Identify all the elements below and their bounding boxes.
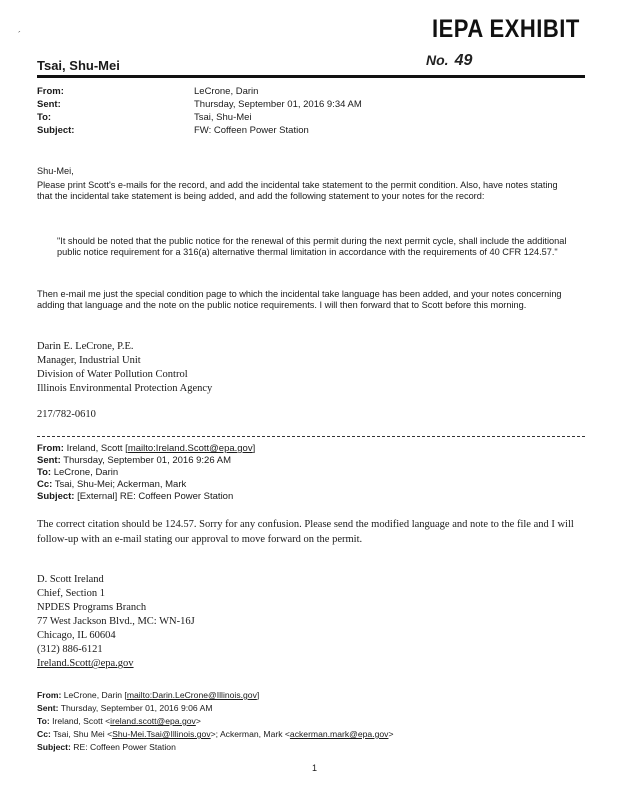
exhibit-number	[426, 52, 472, 70]
forward1-to-value: LeCrone, Darin	[53, 467, 119, 478]
forward2-sent-value: Thursday, September 01, 2016 9:06 AM	[60, 703, 213, 713]
forward2-subject-label: Subject:	[37, 742, 71, 752]
forward2-to	[37, 716, 201, 726]
forward2-subject-value: RE: Coffeen Power Station	[73, 742, 176, 752]
signature2-title: Chief, Section 1	[37, 588, 105, 599]
body-paragraph-2: Then e-mail me just the special condition page to which the incidental take language has been added, and your notes concerning adding that language and the note on the public notice requirements. I will then forward that to Scott before this morning.	[37, 289, 562, 310]
forward1-from-end: ]	[252, 443, 256, 454]
exhibit-number-label: No.	[426, 52, 449, 68]
signature-phone: 217/782-0610	[37, 409, 96, 420]
exhibit-stamp: IEPA EXHIBIT	[432, 14, 580, 43]
forward2-cc-end: >	[388, 729, 394, 739]
forward2-from-name: LeCrone, Darin [	[63, 690, 127, 700]
subject-value: FW: Coffeen Power Station	[194, 125, 309, 136]
forward2-cc	[37, 729, 393, 739]
from-label: From:	[37, 86, 64, 97]
signature-name: Darin E. LeCrone, P.E.	[37, 341, 134, 352]
signature2-name: D. Scott Ireland	[37, 574, 104, 585]
reply-text: The correct citation should be 124.57. Sorry for any confusion. Please send the modified language and note to the file and I will follow-up with an e-mail stating our approval to move forward on the permit.	[37, 519, 574, 545]
exhibit-number-value: 49	[454, 52, 473, 69]
signature-agency: Illinois Environmental Protection Agency	[37, 383, 213, 394]
signature2-email-link[interactable]: Ireland.Scott@epa.gov	[37, 658, 134, 669]
signature2-branch: NPDES Programs Branch	[37, 602, 147, 613]
sent-label: Sent:	[37, 99, 61, 110]
signature2-phone: (312) 886-6121	[37, 644, 103, 655]
forward1-from-label: From:	[37, 443, 64, 454]
forward2-from	[37, 690, 259, 700]
forward2-to-label: To:	[37, 716, 50, 726]
header-rule	[37, 75, 585, 78]
forward2-cc-mid: >; Ackerman, Mark <	[210, 729, 290, 739]
subject-label: Subject:	[37, 125, 75, 136]
mailbox-owner-name: Tsai, Shu-Mei	[37, 58, 120, 73]
forward2-sent-label: Sent:	[37, 703, 59, 713]
forward2-cc-link[interactable]: Shu-Mei.Tsai@Illinois.gov	[112, 729, 211, 739]
sent-value: Thursday, September 01, 2016 9:34 AM	[194, 99, 362, 110]
signature-division: Division of Water Pollution Control	[37, 369, 188, 380]
forward2-subject	[37, 742, 176, 752]
forward2-cc-label: Cc:	[37, 729, 51, 739]
forward1-cc	[37, 479, 186, 490]
forward2-to-name: Ireland, Scott <	[52, 716, 111, 726]
signature2-city: Chicago, IL 60604	[37, 630, 116, 641]
body-paragraph-1: Please print Scott's e-mails for the record, and add the incidental take statement to the permit condition. Also, have notes stating that the incidental take statement is being added, and add the following statement to your notes for the record:	[37, 180, 558, 201]
forward1-subject-label: Subject:	[37, 491, 75, 502]
forward2-cc-name: Tsai, Shu Mei <	[53, 729, 113, 739]
separator-line	[37, 436, 585, 437]
forward1-from-name: Ireland, Scott [	[66, 443, 128, 454]
greeting: Shu-Mei,	[37, 166, 74, 176]
forward1-subject-value: [External] RE: Coffeen Power Station	[77, 491, 234, 502]
to-value: Tsai, Shu-Mei	[194, 112, 252, 123]
forward2-from-end: ]	[256, 690, 260, 700]
page-number: 1	[312, 763, 318, 773]
to-label: To:	[37, 112, 52, 123]
quoted-statement: "It should be noted that the public notice for the renewal of this permit during the next permit cycle, shall include the additional public notice requirement for a 316(a) alternative thermal limitation in accordance with the requirements of 40 CFR 124.57."	[57, 236, 567, 257]
forward1-sent	[37, 455, 231, 466]
signature-title: Manager, Industrial Unit	[37, 355, 141, 366]
forward2-cc-link2[interactable]: ackerman.mark@epa.gov	[289, 729, 389, 739]
forward2-from-label: From:	[37, 690, 62, 700]
forward2-to-link[interactable]: ireland.scott@epa.gov	[110, 716, 196, 726]
forward2-from-link[interactable]: mailto:Darin.LeCrone@Illinois.gov	[126, 690, 257, 700]
forward2-sent	[37, 703, 212, 713]
forward1-from	[37, 443, 255, 454]
scan-mark: ´	[18, 30, 21, 40]
signature2-address: 77 West Jackson Blvd., MC: WN-16J	[37, 616, 195, 627]
forward1-cc-label: Cc:	[37, 479, 53, 490]
forward1-to	[37, 467, 118, 478]
forward1-sent-value: Thursday, September 01, 2016 9:26 AM	[63, 455, 231, 466]
forward1-from-link[interactable]: mailto:Ireland.Scott@epa.gov	[127, 443, 253, 454]
forward2-to-end: >	[195, 716, 201, 726]
forward1-sent-label: Sent:	[37, 455, 61, 466]
from-value: LeCrone, Darin	[194, 86, 259, 97]
forward1-cc-value: Tsai, Shu-Mei; Ackerman, Mark	[54, 479, 187, 490]
forward1-to-label: To:	[37, 467, 52, 478]
forward1-subject	[37, 491, 233, 502]
